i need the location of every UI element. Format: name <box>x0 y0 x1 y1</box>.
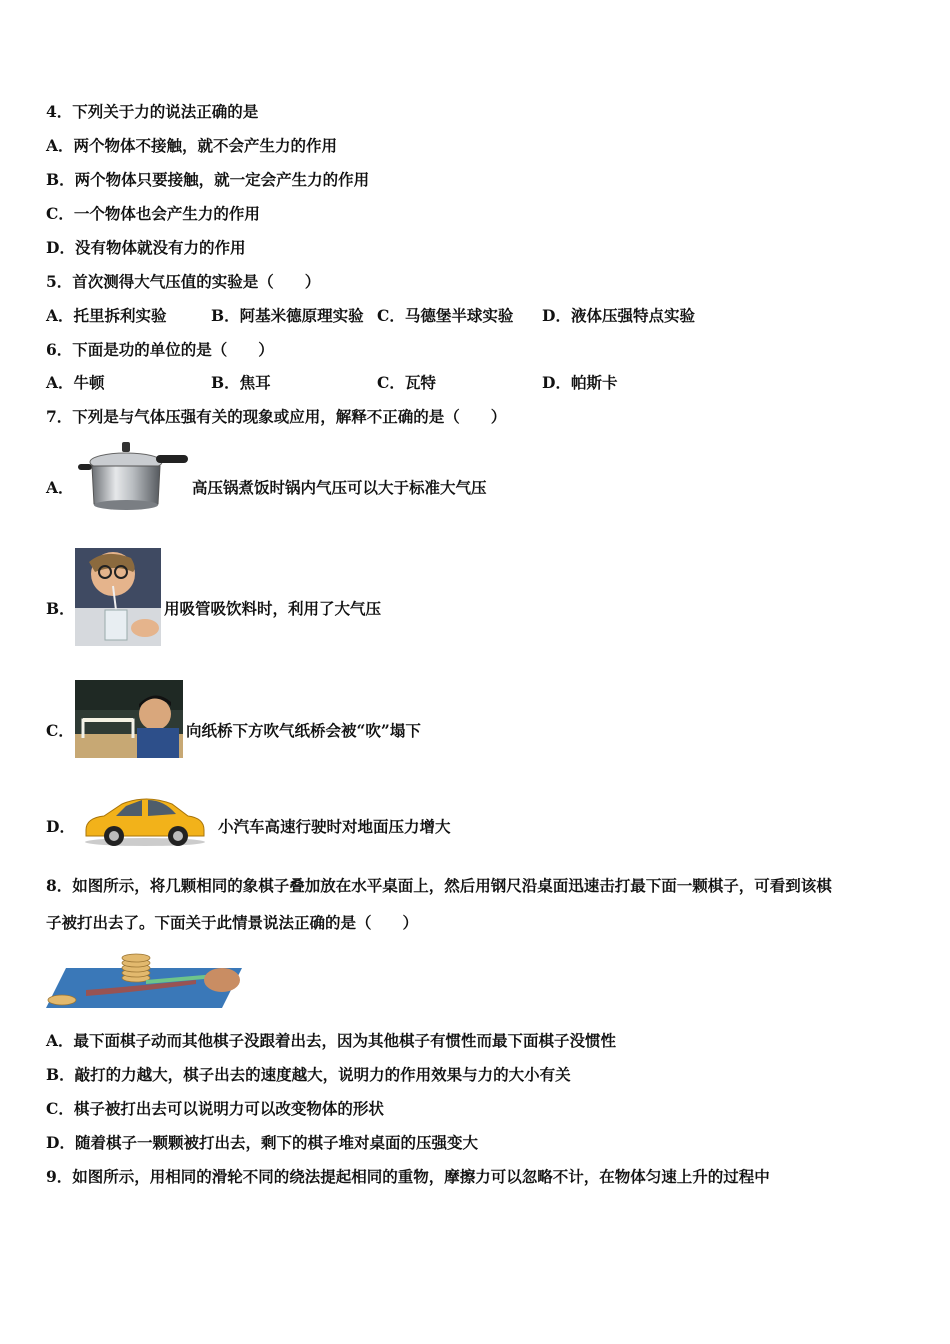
q8-stem-line-1: 8．如图所示，将几颗相同的象棋子叠加放在水平桌面上，然后用钢尺沿桌面迅速击打最下面一颗棋子，可看到该棋 <box>46 876 832 895</box>
paper-bridge-image <box>75 680 183 758</box>
q7-option-a-letter: A． <box>46 478 74 497</box>
q9-stem: 9．如图所示，用相同的滑轮不同的绕法提起相同的重物，摩擦力可以忽略不计，在物体匀速上升的过程中 <box>46 1167 770 1186</box>
straw-drinking-image <box>75 548 161 646</box>
q4-option-d: D．没有物体就没有力的作用 <box>46 238 246 257</box>
q6-option-b: B．焦耳 <box>211 373 271 392</box>
q4-option-b: B．两个物体只要接触，就一定会产生力的作用 <box>46 170 370 189</box>
pressure-cooker-image <box>78 440 190 512</box>
q6-option-c: C．瓦特 <box>377 373 436 392</box>
q7-option-c-text: 向纸桥下方吹气纸桥会被“吹”塌下 <box>186 721 421 740</box>
q8-option-c: C．棋子被打出去可以说明力可以改变物体的形状 <box>46 1099 384 1118</box>
q4-option-a: A．两个物体不接触，就不会产生力的作用 <box>46 136 338 155</box>
q7-stem: 7．下列是与气体压强有关的现象或应用，解释不正确的是（ ） <box>46 407 507 426</box>
q5-option-b: B．阿基米德原理实验 <box>211 306 364 325</box>
q6-option-d: D．帕斯卡 <box>542 373 618 392</box>
car-image <box>80 792 210 848</box>
q7-option-b-text: 用吸管吸饮料时，利用了大气压 <box>164 599 382 618</box>
q4-stem: 4．下列关于力的说法正确的是 <box>46 102 259 121</box>
q7-option-d-letter: D． <box>46 817 75 836</box>
chess-pieces-image <box>46 950 242 1016</box>
q6-option-a: A．牛顿 <box>46 373 105 392</box>
q7-option-a-text: 高压锅煮饭时锅内气压可以大于标准大气压 <box>192 478 487 497</box>
q8-option-d: D．随着棋子一颗颗被打出去，剩下的棋子堆对桌面的压强变大 <box>46 1133 478 1152</box>
q5-option-a: A．托里拆利实验 <box>46 306 167 325</box>
q8-option-a: A．最下面棋子动而其他棋子没跟着出去，因为其他棋子有惯性而最下面棋子没惯性 <box>46 1031 617 1050</box>
q5-option-d: D．液体压强特点实验 <box>542 306 695 325</box>
q4-option-c: C．一个物体也会产生力的作用 <box>46 204 260 223</box>
q7-option-d-text: 小汽车高速行驶时对地面压力增大 <box>218 817 451 836</box>
q7-option-c-letter: C． <box>46 721 74 740</box>
q5-stem: 5．首次测得大气压值的实验是（ ） <box>46 272 321 291</box>
q5-option-c: C．马德堡半球实验 <box>377 306 514 325</box>
q7-option-b-letter: B． <box>46 599 75 618</box>
q6-stem: 6．下面是功的单位的是（ ） <box>46 340 274 359</box>
q8-option-b: B．敲打的力越大，棋子出去的速度越大，说明力的作用效果与力的大小有关 <box>46 1065 571 1084</box>
q8-stem-line-2: 子被打出去了。下面关于此情景说法正确的是（ ） <box>46 913 419 932</box>
